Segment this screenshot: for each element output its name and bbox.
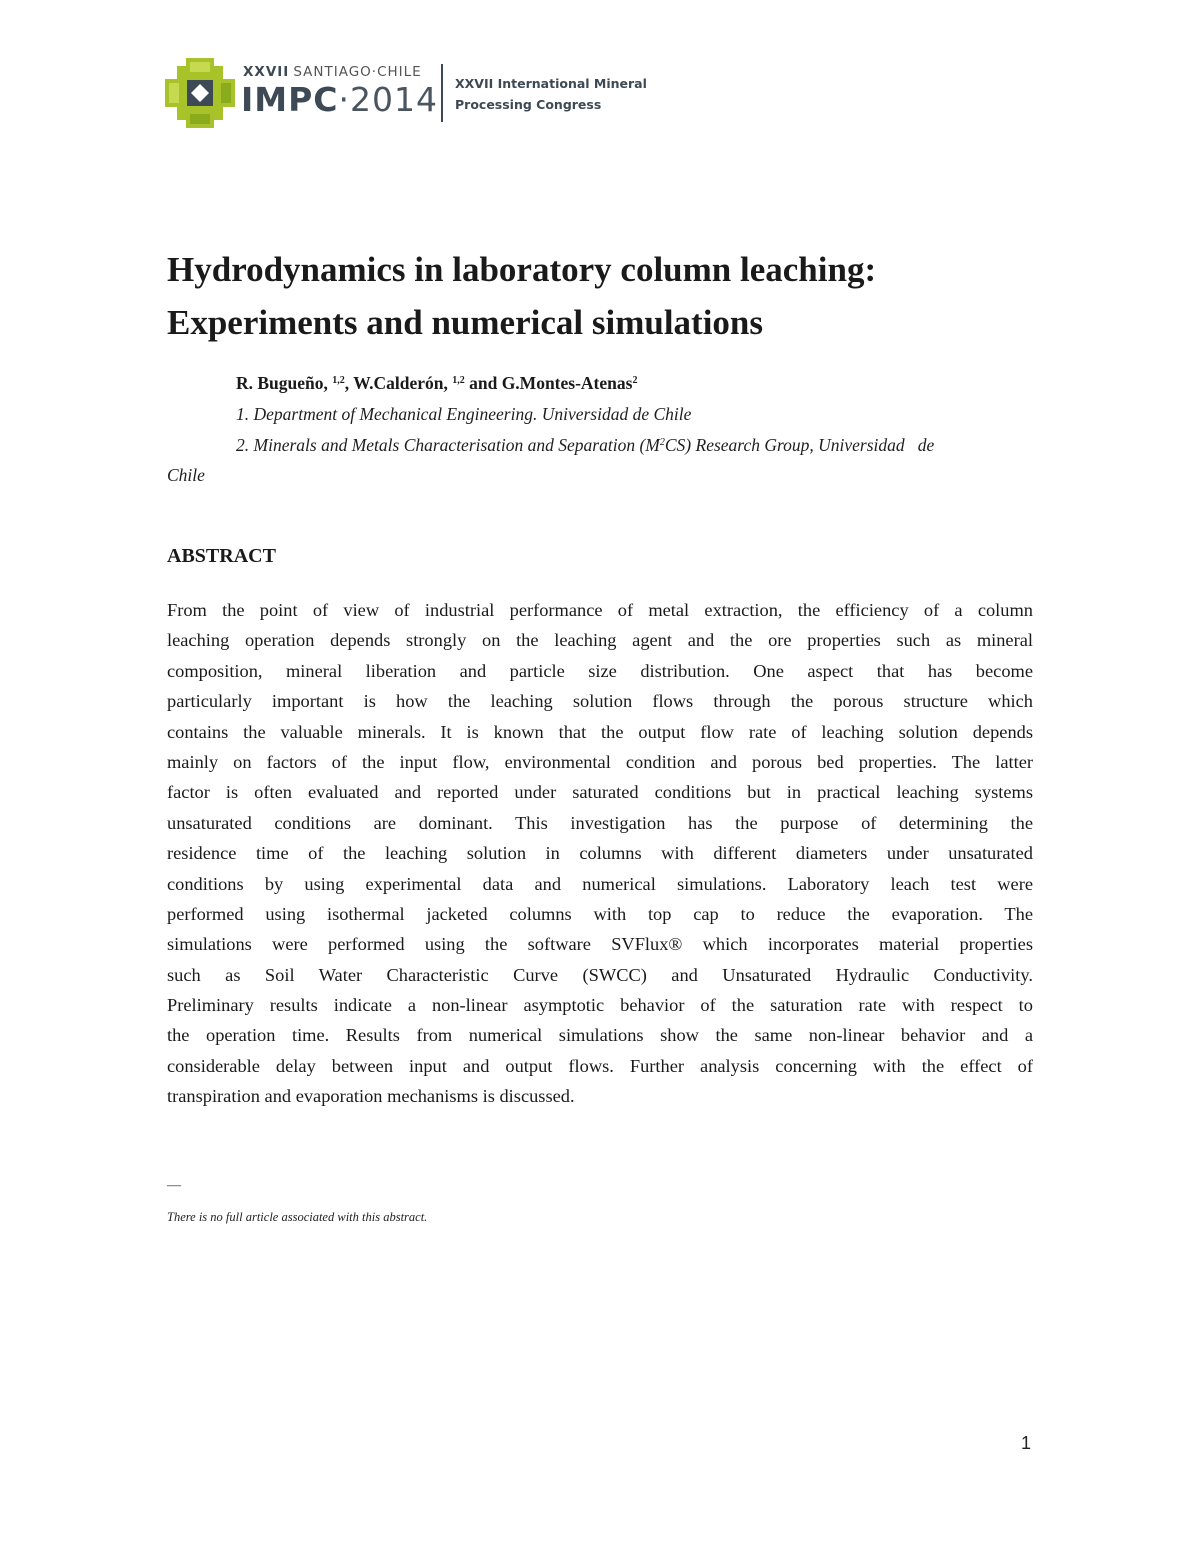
paper-title [167, 243, 1067, 349]
title-line1: Hydrodynamics in laboratory column leaching: [167, 250, 877, 289]
author-1-affil: 1,2 [332, 375, 345, 386]
logo-congress-name [455, 73, 647, 115]
abstract-line: residence time of the leaching solution in columns with different diameters under unsaturated [167, 843, 1033, 864]
footnote-separator: — [167, 1178, 181, 1193]
logo-line1: XXVII International Mineral [455, 76, 647, 91]
logo-edition: XXVII [243, 64, 290, 80]
affiliation-1: 1. Department of Mechanical Engineering. Universidad de Chile [236, 404, 692, 424]
page-number: 1 [1021, 1433, 1032, 1453]
abstract-body [167, 595, 1033, 1112]
abstract-line: contains the valuable minerals. It is known that the output flow rate of leaching solution depends [167, 721, 1033, 742]
abstract-line: From the point of view of industrial performance of metal extraction, the efficiency of a column [167, 600, 1033, 620]
abstract-line: conditions by using experimental data and numerical simulations. Laboratory leach test were [167, 873, 1033, 894]
abstract-line: the operation time. Results from numerical simulations show the same non-linear behavior and a [167, 1025, 1033, 1046]
abstract-line: unsaturated conditions are dominant. This investigation has the purpose of determining the [167, 812, 1033, 833]
abstract-line: particularly important is how the leaching solution flows through the porous structure which [167, 691, 1033, 712]
author-1: R. Bugueño, [236, 373, 328, 393]
abstract-line: considerable delay between input and output flows. Further analysis concerning with the effect of [167, 1055, 1033, 1076]
abstract-line: factor is often evaluated and reported under saturated conditions but in practical leaching systems [167, 782, 1033, 803]
affiliation-2 [236, 435, 934, 456]
impc-logo-mark-icon [165, 58, 235, 128]
author-list [236, 373, 637, 394]
affiliation-2-sup: 2 [659, 437, 665, 448]
author-2: , W.Calderón, [344, 373, 448, 393]
abstract-line: transpiration and evaporation mechanisms is discussed. [167, 1086, 575, 1107]
logo-edition-location [243, 64, 422, 80]
logo-divider [441, 64, 443, 122]
abstract-line: such as Soil Water Characteristic Curve (SWCC) and Unsaturated Hydraulic Conductivity. [167, 964, 1033, 985]
impc-logo [165, 58, 647, 128]
abstract-line: mainly on factors of the input flow, environmental condition and porous bed properties. The latter [167, 751, 1033, 772]
logo-wordmark [241, 80, 438, 120]
author-3-affil: 2 [632, 375, 638, 386]
abstract-line: Preliminary results indicate a non-linear asymptotic behavior of the saturation rate with respect to [167, 995, 1033, 1016]
abstract-line: simulations were performed using the software SVFlux® which incorporates material properties [167, 934, 1033, 955]
logo-name-part2: ·2014 [338, 80, 439, 119]
abstract-heading: ABSTRACT [167, 545, 276, 567]
logo-location: SANTIAGO·CHILE [293, 64, 422, 80]
title-line2: Experiments and numerical simulations [167, 303, 764, 342]
logo-line2: Processing Congress [455, 97, 602, 112]
affiliation-2-part-a: 2. Minerals and Metals Characterisation and Separation (M [236, 435, 660, 455]
abstract-line: performed using isothermal jacketed columns with top cap to reduce the evaporation. The [167, 903, 1033, 924]
abstract-line: leaching operation depends strongly on the leaching agent and the ore properties such as mineral [167, 630, 1033, 651]
author-3: and G.Montes-Atenas [464, 373, 633, 393]
author-2-affil: 1,2 [452, 375, 465, 386]
logo-name-part1: IMPC [241, 80, 339, 119]
footnote-text: There is no full article associated with this abstract. [167, 1210, 428, 1224]
affiliation-2-continued: Chile [167, 465, 205, 485]
affiliation-2-part-b: CS) Research Group, Universidad de [664, 435, 935, 455]
abstract-line: composition, mineral liberation and particle size distribution. One aspect that has become [167, 660, 1033, 681]
